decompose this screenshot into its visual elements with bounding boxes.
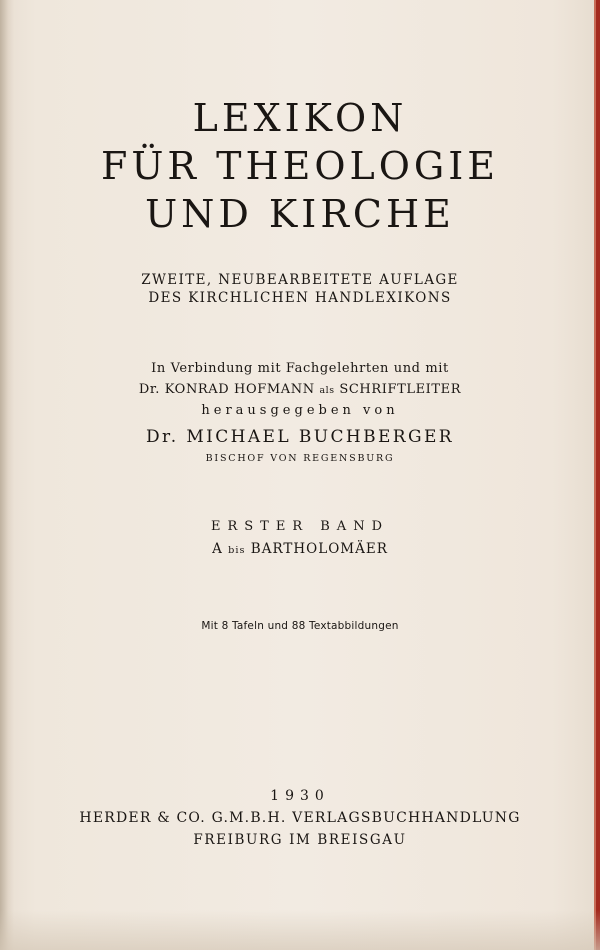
red-page-edge-inner xyxy=(594,0,596,950)
subtitle-line-1: ZWEITE, NEUBEARBEITETE AUFLAGE xyxy=(141,272,459,288)
editor-title-prefix: Dr. xyxy=(146,427,179,447)
imprint-place: FREIBURG IM BREISGAU xyxy=(193,832,407,848)
collaboration-line-1: In Verbindung mit Fachgelehrten und mit xyxy=(151,361,449,376)
title-line-2: FÜR THEOLOGIE xyxy=(101,144,499,188)
bottom-shade xyxy=(0,910,600,950)
schriftleiter-role: SCHRIFTLEITER xyxy=(339,382,462,397)
editor-line xyxy=(0,427,600,447)
editor-role: BISCHOF VON REGENSBURG xyxy=(205,453,395,464)
illustrations-note: Mit 8 Tafeln und 88 Textabbildungen xyxy=(201,620,399,632)
collaboration-line-3: herausgegeben von xyxy=(201,403,399,418)
collaboration-line-2 xyxy=(0,382,600,397)
red-page-edge xyxy=(596,0,600,950)
gutter-shadow xyxy=(0,0,14,950)
volume-range-bis: bis xyxy=(228,545,246,556)
schriftleiter-als: als xyxy=(319,385,335,396)
schriftleiter-name: KONRAD HOFMANN xyxy=(164,382,315,397)
imprint-publisher: HERDER & CO. G.M.B.H. VERLAGSBUCHHANDLUNG xyxy=(79,810,521,826)
volume-range xyxy=(0,541,600,557)
volume-range-to: BARTHOLOMÄER xyxy=(250,541,388,557)
volume-label: ERSTER BAND xyxy=(210,519,389,534)
title-line-3: UND KIRCHE xyxy=(145,192,455,236)
editor-name: MICHAEL BUCHBERGER xyxy=(186,427,454,447)
subtitle-line-2: DES KIRCHLICHEN HANDLEXIKONS xyxy=(148,290,452,306)
volume-range-from: A xyxy=(212,541,223,557)
imprint-year: 1930 xyxy=(270,788,330,804)
title-line-1: LEXIKON xyxy=(192,96,408,140)
schriftleiter-title-prefix: Dr. xyxy=(138,382,160,397)
